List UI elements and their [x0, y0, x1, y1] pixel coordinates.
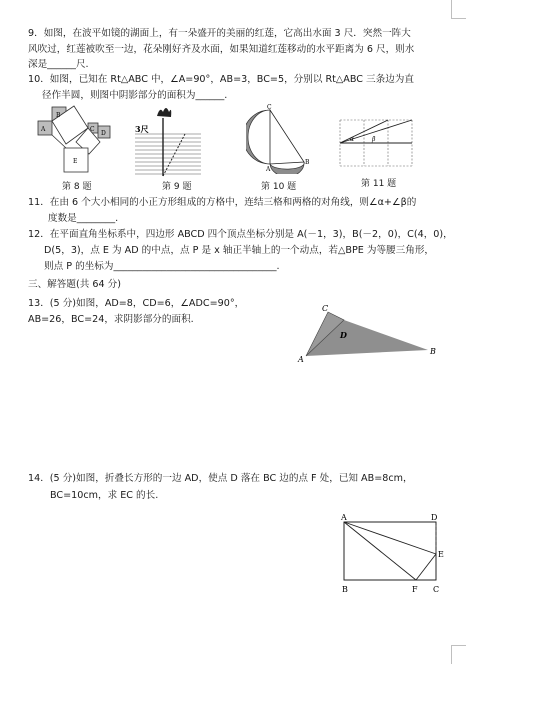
- fig8-label-c: C: [90, 126, 95, 133]
- q14-line-2: BC=10cm，求 EC 的长.: [50, 490, 159, 501]
- fig14-label-e: E: [438, 550, 444, 559]
- fig9-height-label: 3尺: [135, 124, 149, 134]
- fig9-lotus: [157, 108, 171, 117]
- figure-10: [246, 104, 312, 174]
- fig13-label-c: C: [322, 304, 329, 313]
- fig14-fold-ef: [416, 554, 436, 580]
- q12-line-1: 12．在平面直角坐标系中，四边形 ABCD 四个顶点坐标分别是 A(－1，3)，B(－2，0)，C(4，0)，: [28, 229, 453, 240]
- fig13-label-d: D: [340, 330, 347, 340]
- q13-line-1: 13．(5 分)如图，AD=8，CD=6，∠ADC=90°，: [28, 298, 245, 309]
- crop-mark-bottom-right: [451, 645, 466, 664]
- q11-line-1: 11．在由 6 个大小相同的小正方形组成的方格中，连结三格和两格的对角线，则∠α+∠β的: [28, 197, 417, 208]
- fig8-label-e: E: [73, 158, 78, 165]
- figure-8: [32, 104, 116, 178]
- fig10-triangle: [270, 110, 304, 164]
- fig14-fold-af: [344, 522, 416, 580]
- q12-line-3: 则点 P 的坐标为__________________________________.: [44, 261, 280, 272]
- fig14-label-a: A: [341, 513, 347, 522]
- fig14-label-c: C: [433, 585, 440, 594]
- fig14-label-f: F: [412, 585, 418, 594]
- fig8-label-b: B: [56, 112, 61, 119]
- q14-line-1: 14．(5 分)如图，折叠长方形的一边 AD，使点 D 落在 BC 边的点 F 处，已知 AB=8cm，: [28, 473, 413, 484]
- q13-line-2: AB=26，BC=24，求阴影部分的面积.: [28, 314, 194, 325]
- fig11-beta: β: [372, 136, 376, 143]
- fig14-label-d: D: [431, 513, 438, 522]
- q10-line-1: 10．如图，已知在 Rt△ABC 中，∠A=90°，AB=3，BC=5，分别以 Rt△ABC 三条边为直: [28, 74, 414, 85]
- q12-line-2: D(5，3)，点 E 为 AD 的中点，点 P 是 x 轴正半轴上的一个动点，若△BPE 为等腰三角形，: [44, 245, 435, 256]
- fig13-label-a: A: [298, 355, 304, 364]
- crop-mark-top-right: [451, 0, 466, 19]
- fig8-label-a: A: [41, 126, 46, 133]
- fig10-label-c: C: [267, 104, 272, 111]
- fig10-caption: 第 10 题: [261, 182, 297, 192]
- q11-line-2: 度数是________.: [48, 213, 119, 224]
- figure-13: [296, 300, 442, 366]
- figure-14: [336, 510, 456, 598]
- fig14-label-b: B: [342, 585, 348, 594]
- section-3-title: 三、解答题(共 64 分): [28, 279, 121, 290]
- figure-9: [133, 104, 203, 178]
- fig14-fold-ae: [344, 522, 436, 554]
- fig10-label-b: B: [305, 159, 310, 166]
- q9-line-2: 风吹过，红莲被吹至一边，花朵刚好齐及水面，如果知道红莲移动的水平距离为 6 尺，则水: [28, 44, 415, 55]
- fig13-label-b: B: [430, 347, 436, 356]
- q9-line-1: 9．如图，在波平如镜的湖面上，有一朵盛开的美丽的红莲，它高出水面 3 尺．突然一阵大: [28, 28, 411, 39]
- fig10-shaded-lune-left: [246, 110, 270, 164]
- fig8-label-d: D: [101, 130, 106, 137]
- fig11-alpha: α: [350, 136, 355, 143]
- q9-line-3: 深是______尺.: [28, 59, 89, 70]
- fig11-diagonal-2: [340, 120, 388, 143]
- figure-11: [336, 116, 416, 170]
- q10-line-2: 径作半圆，则图中阴影部分的面积为______.: [42, 90, 228, 101]
- fig11-caption: 第 11 题: [361, 179, 397, 189]
- fig9-caption: 第 9 题: [162, 182, 192, 192]
- fig10-label-a: A: [266, 166, 271, 173]
- fig8-caption: 第 8 题: [62, 182, 92, 192]
- fig9-water: [135, 134, 201, 174]
